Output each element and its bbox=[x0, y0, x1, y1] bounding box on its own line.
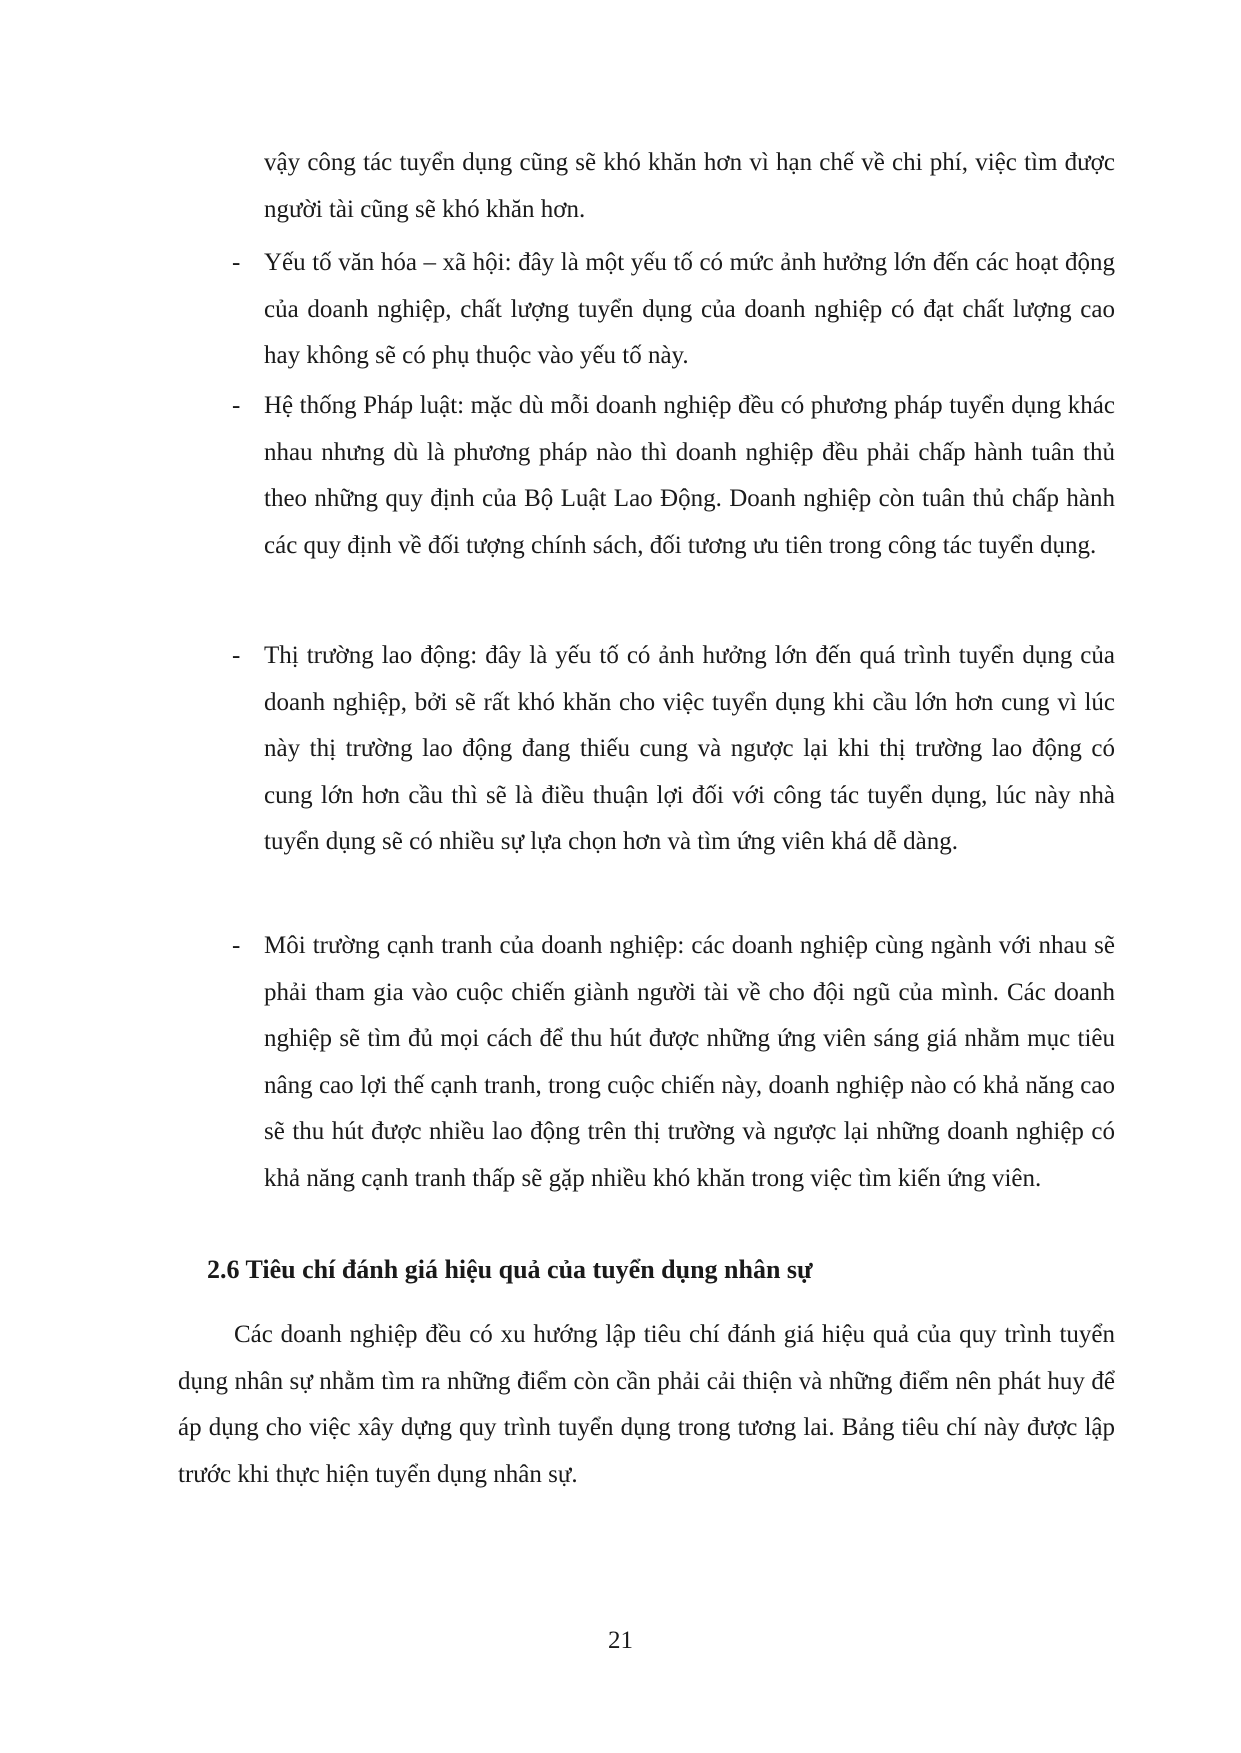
bullet-text: Hệ thống Pháp luật: mặc dù mỗi doanh nghiệp đều có phương pháp tuyển dụng khác nhau nhưng dù là phương pháp nào thì doanh nghiệp đều phải chấp hành tuân thủ theo những quy định của Bộ Luật Lao Động. Doanh nghiệp còn tuân thủ chấp hành các quy định về đối tượng chính sách, đối tương ưu tiên trong công tác tuyển dụng. bbox=[264, 392, 1115, 559]
section-paragraph: Các doanh nghiệp đều có xu hướng lập tiêu chí đánh giá hiệu quả của quy trình tuyển dụng nhân sự nhằm tìm ra những điểm còn cần phải cải thiện và những điểm nên phát huy để áp dụng cho việc xây dựng quy trình tuyển dụng trong tương lai. Bảng tiêu chí này được lập trước khi thực hiện tuyển dụng nhân sự. bbox=[178, 1321, 1115, 1488]
bullet-item-legal-system bbox=[232, 383, 1115, 569]
bullet-marker: - bbox=[232, 249, 241, 276]
bullet-text: Yếu tố văn hóa – xã hội: đây là một yếu tố có mức ảnh hưởng lớn đến các hoạt động của doanh nghiệp, chất lượng tuyển dụng của doanh nghiệp có đạt chất lượng cao hay không sẽ có phụ thuộc vào yếu tố này. bbox=[264, 249, 1115, 369]
bullet-item-labor-market bbox=[232, 633, 1115, 866]
bullet-marker: - bbox=[232, 642, 241, 669]
bullet-text: Môi trường cạnh tranh của doanh nghiệp: các doanh nghiệp cùng ngành với nhau sẽ phải tham gia vào cuộc chiến giành người tài về cho đội ngũ của mình. Các doanh nghiệp sẽ tìm đủ mọi cách để thu hút được những ứng viên sáng giá nhằm mục tiêu nâng cao lợi thế cạnh tranh, trong cuộc chiến này, doanh nghiệp nào có khả năng cao sẽ thu hút được nhiều lao động trên thị trường và ngược lại những doanh nghiệp có khả năng cạnh tranh thấp sẽ gặp nhiều khó khăn trong việc tìm kiến ứng viên. bbox=[264, 932, 1115, 1192]
bullet-marker: - bbox=[232, 932, 241, 959]
bullet-item-competition bbox=[232, 923, 1115, 1202]
page-number: 21 bbox=[608, 1627, 633, 1654]
bullet-item-culture bbox=[232, 240, 1115, 380]
bullet-marker: - bbox=[232, 392, 241, 419]
bullet-text: Thị trường lao động: đây là yếu tố có ảnh hưởng lớn đến quá trình tuyển dụng của doanh nghiệp, bởi sẽ rất khó khăn cho việc tuyển dụng khi cầu lớn hơn cung vì lúc này thị trường lao động đang thiếu cung và ngược lại khi thị trường lao động có cung lớn hơn cầu thì sẽ là điều thuận lợi đối với công tác tuyển dụng, lúc này nhà tuyển dụng sẽ có nhiều sự lựa chọn hơn và tìm ứng viên khá dễ dàng. bbox=[264, 642, 1115, 855]
section-heading: 2.6 Tiêu chí đánh giá hiệu quả của tuyển dụng nhân sự bbox=[207, 1255, 813, 1284]
continuation-paragraph: vậy công tác tuyển dụng cũng sẽ khó khăn hơn vì hạn chế về chi phí, việc tìm được người tài cũng sẽ khó khăn hơn. bbox=[264, 149, 1115, 223]
